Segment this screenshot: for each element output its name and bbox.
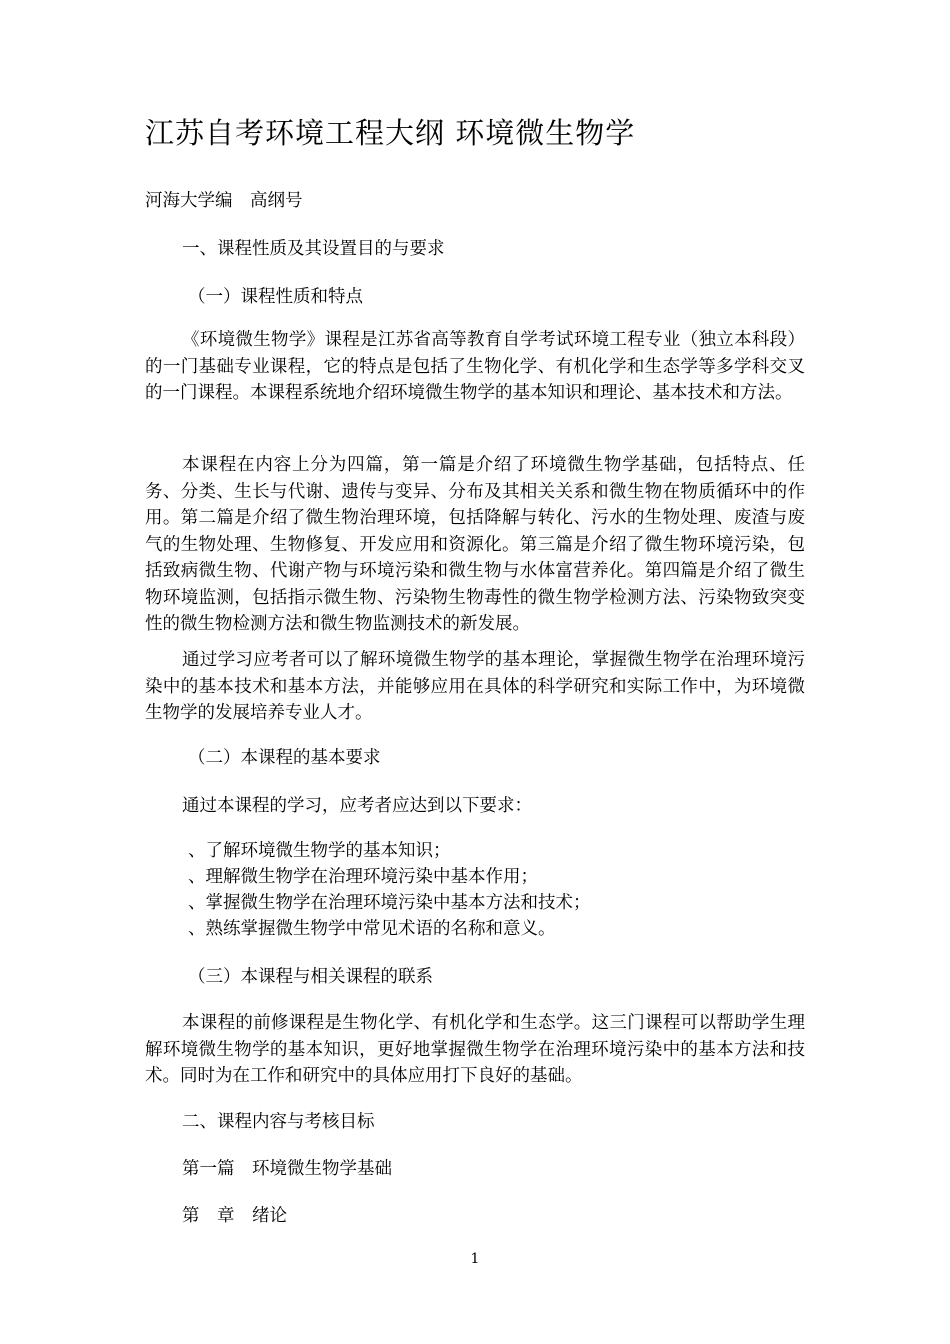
paragraph-2 bbox=[145, 452, 805, 638]
list-item: 、理解微生物学在治理环境污染中基本作用； bbox=[188, 867, 538, 887]
paragraph-3 bbox=[145, 647, 805, 727]
document-title: 江苏自考环境工程大纲 环境微生物学 bbox=[145, 116, 636, 150]
subsection-heading-3: （三）本课程与相关课程的联系 bbox=[188, 967, 433, 987]
paragraph-1 bbox=[145, 327, 805, 407]
list-item: 、掌握微生物学在治理环境污染中基本方法和技术； bbox=[188, 893, 591, 913]
requirements-intro: 通过本课程的学习，应考者应达到以下要求： bbox=[182, 796, 532, 816]
list-item: 、熟练掌握微生物学中常见术语的名称和意义。 bbox=[188, 919, 556, 939]
paragraph-4 bbox=[145, 1010, 805, 1090]
page-number: 1 bbox=[470, 1251, 480, 1267]
section-heading-2: 二、课程内容与考核目标 bbox=[182, 1112, 375, 1132]
chapter-heading: 第 章 绪论 bbox=[182, 1206, 287, 1226]
part-heading-1: 第一篇 环境微生物学基础 bbox=[182, 1159, 392, 1179]
subsection-heading-1: （一）课程性质和特点 bbox=[188, 287, 363, 307]
section-heading-1: 一、课程性质及其设置目的与要求 bbox=[182, 239, 445, 259]
paragraph-2-text: 本课程在内容上分为四篇，第一篇是介绍了环境微生物学基础，包括特点、任务、分类、生长与代谢、遗传与变异、分布及其相关关系和微生物在物质循环中的作用。第二篇是介绍了微生物治理环境，包括降解与转化、污水的生物处理、废渣与废气的生物处理、生物修复、开发应用和资源化。第三篇是介绍了微生物环境污染，包括致病微生物、代谢产物与环境污染和微生物与水体富营养化。第四篇是介绍了微生物环境监测，包括指示微生物、污染物生物毒性的微生物学检测方法、污染物致突变性的微生物检测方法和微生物监测技术的新发展。 bbox=[145, 455, 805, 634]
paragraph-3-text: 通过学习应考者可以了解环境微生物学的基本理论，掌握微生物学在治理环境污染中的基本技术和基本方法，并能够应用在具体的科学研究和实际工作中，为环境微生物学的发展培养专业人才。 bbox=[145, 650, 805, 723]
list-item: 、了解环境微生物学的基本知识； bbox=[188, 841, 451, 861]
paragraph-4-text: 本课程的前修课程是生物化学、有机化学和生态学。这三门课程可以帮助学生理解环境微生物学的基本知识，更好地掌握微生物学在治理环境污染中的基本方法和技术。同时为在工作和研究中的具体应用打下良好的基础。 bbox=[145, 1013, 805, 1086]
subsection-heading-2: （二）本课程的基本要求 bbox=[188, 748, 381, 768]
paragraph-1-text: 《环境微生物学》课程是江苏省高等教育自学考试环境工程专业（独立本科段）的一门基础专业课程，它的特点是包括了生物化学、有机化学和生态学等多学科交叉的一门课程。本课程系统地介绍环境微生物学的基本知识和理论、基本技术和方法。 bbox=[145, 330, 805, 403]
author-line: 河海大学编 高纲号 bbox=[145, 191, 303, 211]
requirements-list bbox=[188, 838, 591, 942]
